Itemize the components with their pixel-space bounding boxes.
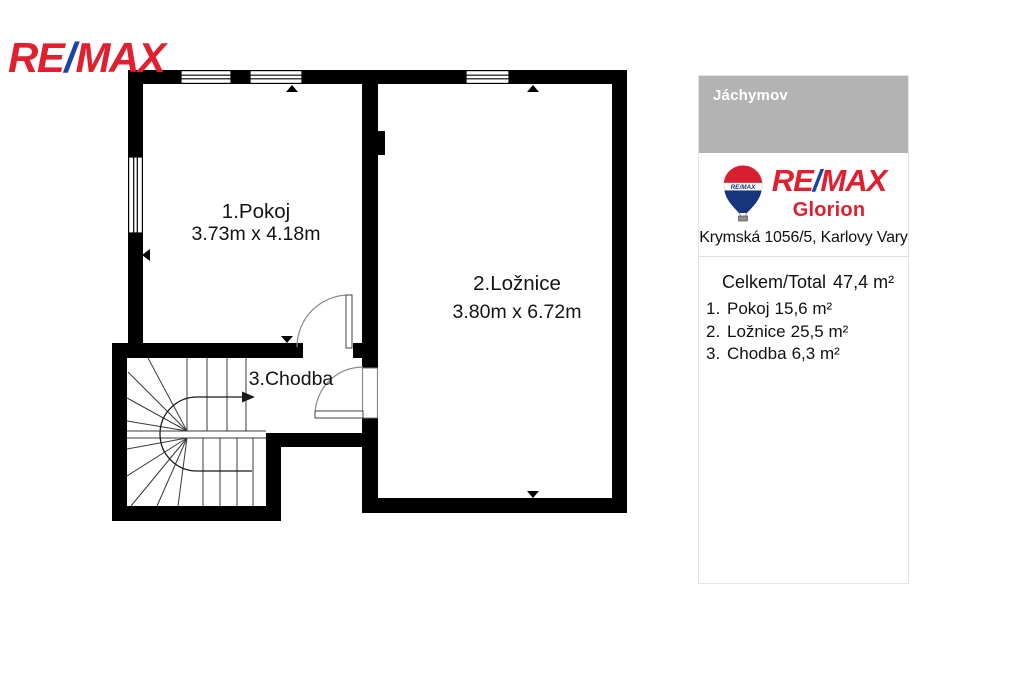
area-item-num: 1.: [706, 299, 721, 318]
office-brand-re: RE: [771, 162, 813, 198]
area-item-name: Ložnice: [727, 321, 786, 341]
area-item: [706, 343, 908, 366]
area-total-unit: m²: [873, 272, 895, 292]
location-title: Jáchymov: [713, 87, 788, 104]
logo-max: MAX: [75, 34, 165, 81]
office-name: Glorion: [792, 198, 866, 221]
office-brand-slash: /: [812, 162, 821, 198]
office-logo: [699, 164, 908, 222]
office-brand-max: MAX: [820, 162, 887, 198]
area-item-area: 15,6: [774, 299, 808, 318]
area-item-area: 6,3: [791, 344, 816, 363]
measure-marker: [527, 85, 539, 92]
room-label-chodba: 3.Chodba: [248, 368, 334, 390]
area-item: [706, 321, 908, 344]
area-item-unit: m²: [828, 321, 849, 341]
logo-slash: /: [64, 34, 75, 81]
remax-balloon-icon: [721, 164, 765, 222]
area-total-value: 47,4: [833, 272, 869, 292]
staircase: [127, 358, 266, 506]
office-address: Krymská 1056/5, Karlovy Vary: [699, 229, 908, 246]
walls: [112, 70, 627, 521]
measure-marker: [281, 336, 293, 343]
window-icon: [129, 157, 143, 233]
area-item-num: 3.: [706, 344, 721, 363]
measure-marker: [286, 85, 298, 92]
balloon-wordmark: RE/MAX: [730, 183, 756, 191]
area-item-name: Pokoj: [727, 299, 770, 318]
area-total: [722, 272, 908, 293]
pokoj-door: [297, 295, 352, 348]
remax-logo: [8, 34, 165, 81]
room-label-pokoj: 1.Pokoj: [221, 200, 291, 223]
area-item-unit: m²: [819, 344, 840, 363]
location-header: [699, 76, 908, 153]
area-item-area: 25,5: [790, 321, 824, 341]
area-item: [706, 298, 908, 321]
room-label-loznice: 2.Ložnice: [473, 272, 561, 295]
logo-re: RE: [8, 34, 64, 81]
measure-marker: [142, 249, 150, 261]
window-icon: [466, 71, 509, 84]
office-brand: [771, 162, 887, 198]
window-icon: [250, 71, 302, 84]
area-item-num: 2.: [706, 321, 721, 341]
info-panel: [698, 75, 909, 584]
room-dims-loznice: 3.80m x 6.72m: [452, 301, 582, 323]
measure-marker: [527, 491, 539, 498]
window-icon: [181, 71, 231, 84]
area-total-label: Celkem/Total: [722, 272, 827, 292]
area-summary: [699, 256, 908, 366]
room-dims-pokoj: 3.73m x 4.18m: [191, 223, 321, 245]
area-item-name: Chodba: [727, 344, 787, 363]
windows: [129, 71, 509, 233]
area-item-unit: m²: [812, 299, 833, 318]
